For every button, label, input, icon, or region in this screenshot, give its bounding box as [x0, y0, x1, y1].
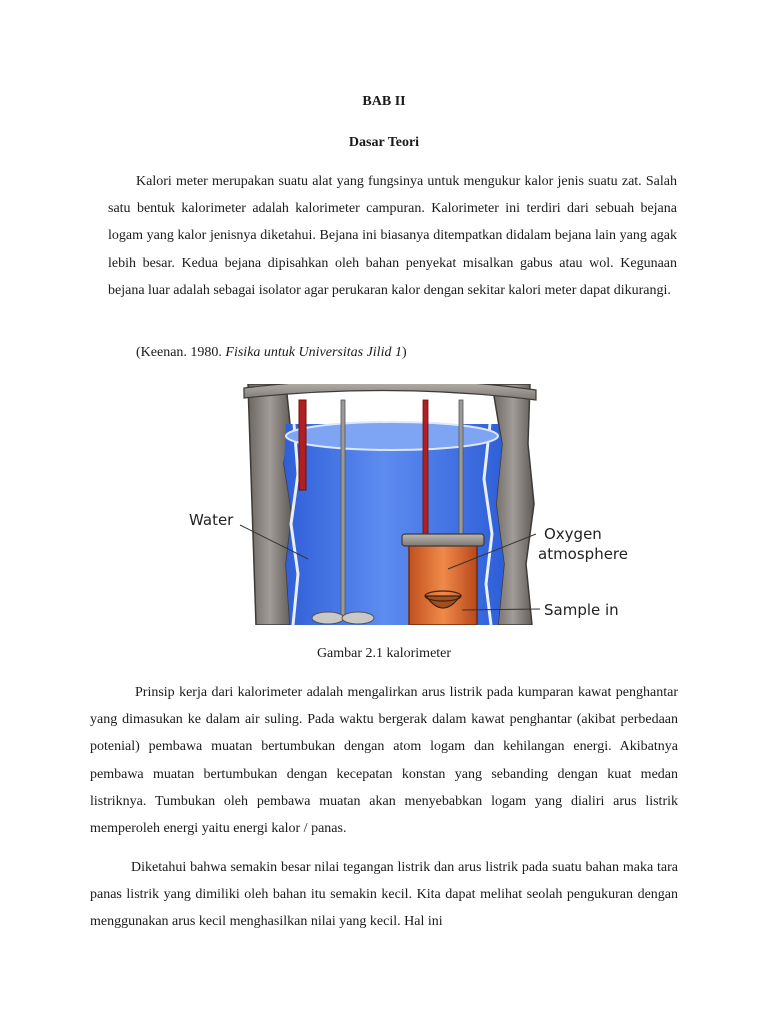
stirrer-blade-right	[342, 612, 374, 624]
paragraph-intro: Kalori meter merupakan suatu alat yang fungsinya untuk mengukur kalor jenis suatu zat. Salah satu bentuk kalorimeter adalah kalorimeter campuran. Kalorimeter ini terdiri dari sebuah bejana logam yang kalor jenisnya diketahui. Bejana ini biasanya ditempatkan didalam bejana lain yang agak lebih besar. Kedua bejana dipisahkan oleh bahan penyekat misalkan gabus atau wol. Kegunaan bejana luar adalah sebagai isolator agar perukaran kalor dengan sekitar kalori meter dapat dikurangi.	[108, 174, 677, 298]
label-oxygen-line1: Oxygen	[544, 525, 602, 543]
stirrer-blade-left	[312, 612, 344, 624]
figure-caption: Gambar 2.1 kalorimeter	[316, 646, 452, 661]
paragraph-principle: Prinsip kerja dari kalorimeter adalah mengalirkan arus listrik pada kumparan kawat penghantar yang dimasukan ke dalam air suling. Pada waktu bergerak dalam kawat penghantar (akibat perbedaan potenial) pembawa muatan bertumbukan dengan atom logam dan kehilangan energi. Akibatnya pembawa muatan bertumbukan dengan kecepatan konstan yang sebanding dengan kuat medan listriknya. Tumbukan oleh pembawa muatan akan menyebabkan logam yang dialiri arus listrik memperoleh energi yaitu energi kalor / panas.	[90, 685, 678, 837]
paragraph-discussion: Diketahui bahwa semakin besar nilai tegangan listrik dan arus listrik pada suatu bahan maka tara panas listrik yang dimiliki oleh bahan itu semakin kecil. Kita dapat melihat seolah pengukuran dengan menggunakan arus kecil menghasilkan nilai yang kecil. Hal ini	[90, 860, 678, 930]
calorimeter-figure	[186, 384, 628, 625]
thermometer-rod	[299, 400, 306, 490]
label-oxygen-line2: atmosphere	[538, 545, 628, 563]
calorimeter-illustration	[186, 384, 628, 625]
citation-suffix: )	[401, 345, 407, 360]
citation	[136, 345, 407, 361]
water-surface	[286, 422, 498, 450]
citation-title: Fisika untuk Universitas Jilid 1	[225, 345, 402, 360]
section-title: Dasar Teori	[348, 135, 420, 150]
citation-prefix: (Keenan. 1980.	[136, 345, 226, 360]
stirrer-rod	[341, 400, 345, 618]
bomb-lid	[402, 534, 484, 546]
chapter-heading: BAB II	[362, 94, 406, 109]
outer-wall-left	[248, 384, 292, 625]
ignition-wire	[423, 400, 428, 545]
support-rod	[459, 400, 463, 540]
label-water: Water	[189, 511, 234, 529]
label-sample: Sample in	[544, 601, 619, 619]
bomb-vessel	[409, 540, 477, 625]
